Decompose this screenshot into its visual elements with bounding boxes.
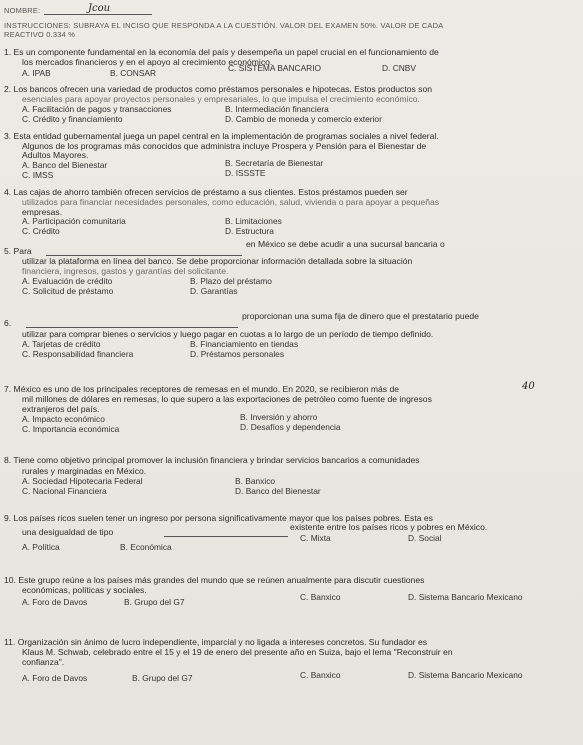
option[interactable]: A. IPAB xyxy=(22,68,51,78)
option[interactable]: B. Económica xyxy=(120,542,172,552)
question-text: 11. Organización sin ánimo de lucro independiente, imparcial y no ligada a intereses concretos. Su fundador es xyxy=(4,637,428,647)
option[interactable]: A. Foro de Davos xyxy=(22,597,88,607)
question-text: 3. Esta entidad gubernamental juega un papel central en la implementación de programas sociales a nivel federal. xyxy=(4,131,439,141)
option[interactable]: C. Nacional Financiera xyxy=(22,486,107,496)
option[interactable]: B. Grupo del G7 xyxy=(124,597,185,607)
option[interactable]: B. Intermediación financiera xyxy=(225,104,329,114)
question-text: 6. xyxy=(4,318,12,328)
question-text: Adultos Mayores. xyxy=(22,150,89,160)
question-text: económicas, políticas y sociales. xyxy=(22,585,147,595)
option[interactable]: D. Cambio de moneda y comercio exterior xyxy=(225,114,382,124)
question-text: financiera, ingresos, gastos y garantías del solicitante. xyxy=(22,266,229,276)
option[interactable]: A. Sociedad Hipotecaria Federal xyxy=(22,476,143,486)
option[interactable]: B. Banxico xyxy=(235,476,276,486)
question-text: utilizados para financiar necesidades personales, como educación, salud, vivienda o para apoyar a pequeñas xyxy=(22,197,440,207)
option[interactable]: D. Banco del Bienestar xyxy=(235,486,321,496)
option[interactable]: D. Sistema Bancario Mexicano xyxy=(408,592,523,602)
option[interactable]: C. Solicitud de préstamo xyxy=(22,286,114,296)
question-text: utilizar para comprar bienes o servicios y luego pagar en cuotas a lo largo de un período de tiempo definido. xyxy=(22,329,434,339)
option[interactable]: D. Estructura xyxy=(225,226,274,236)
question-text: 2. Los bancos ofrecen una variedad de productos como préstamos personales e hipotecas. Estos productos son xyxy=(4,84,433,94)
option[interactable]: C. Crédito xyxy=(22,226,60,236)
question-text: utilizar la plataforma en línea del banco. Se debe proporcionar información detallada sobre la situación xyxy=(22,256,413,266)
question-text: 4. Las cajas de ahorro también ofrecen servicios de préstamo a sus clientes. Estos préstamos pueden ser xyxy=(4,187,408,197)
question-text: Klaus M. Schwab, celebrado entre el 15 y el 19 de enero del presente año en Suiza, bajo el lema "Reconstruir en xyxy=(22,647,453,657)
question-text: 9. Los países ricos suelen tener un ingreso por persona significativamente mayor que los países pobres. Esta es xyxy=(4,513,433,523)
option[interactable]: D. CNBV xyxy=(382,63,416,73)
answer-blank xyxy=(164,536,288,537)
option[interactable]: A. Impacto económico xyxy=(22,414,105,424)
option[interactable]: A. Tarjetas de crédito xyxy=(22,339,101,349)
question-text: 7. México es uno de los principales receptores de remesas en el mundo. En 2020, se recibieron más de xyxy=(4,384,400,394)
handwritten-number: 40 xyxy=(522,381,535,392)
option[interactable]: C. Banxico xyxy=(300,592,341,602)
option[interactable]: B. Plazo del préstamo xyxy=(190,276,272,286)
question-text: los mercados financieros y en el apoyo al crecimiento económico. xyxy=(22,57,273,67)
option[interactable]: D. ISSSTE xyxy=(225,168,266,178)
option[interactable]: C. Responsabilidad financiera xyxy=(22,349,134,359)
option[interactable]: C. SISTEMA BANCARIO xyxy=(228,63,322,73)
option[interactable]: D. Desafíos y dependencia xyxy=(240,422,341,432)
answer-blank xyxy=(26,327,238,328)
question-text: 10. Este grupo reúne a los países más grandes del mundo que se reúnen anualmente para discutir cuestiones xyxy=(4,575,425,585)
option[interactable]: A. Participación comunitaria xyxy=(22,216,126,226)
question-text: mil millones de dólares en remesas, lo que supero a las exportaciones de petróleo como fuente de ingresos xyxy=(22,394,432,404)
option[interactable]: C. Crédito y financiamiento xyxy=(22,114,123,124)
option[interactable]: D. Préstamos personales xyxy=(190,349,285,359)
question-text: 8. Tiene como objetivo principal promover la inclusión financiera y brindar servicios bancarios a comunidades xyxy=(4,455,420,465)
question-text: Algunos de los programas más conocidos que administra incluye Prospera y Pensión para el Bienestar de xyxy=(22,141,427,151)
option[interactable]: C. Banxico xyxy=(300,670,341,680)
name-value: Jcou xyxy=(88,3,111,14)
option[interactable]: C. IMSS xyxy=(22,170,54,180)
option[interactable]: B. Limitaciones xyxy=(225,216,282,226)
option[interactable]: B. Financiamiento en tiendas xyxy=(190,339,299,349)
question-text: empresas. xyxy=(22,207,63,217)
option[interactable]: A. Política xyxy=(22,542,60,552)
question-text: existente entre los países ricos y pobres en México. xyxy=(290,522,488,532)
option[interactable]: D. Social xyxy=(408,533,442,543)
name-label: NOMBRE: xyxy=(4,6,41,15)
option[interactable]: A. Foro de Davos xyxy=(22,673,88,683)
option[interactable]: D. Sistema Bancario Mexicano xyxy=(408,670,523,680)
option[interactable]: D. Garantías xyxy=(190,286,238,296)
option[interactable]: B. Grupo del G7 xyxy=(132,673,193,683)
instructions-text: INSTRUCCIONES: SUBRAYA EL INCISO QUE RESPONDA A LA CUESTIÓN. VALOR DEL EXAMEN 50%. VALOR DE CADA xyxy=(4,21,444,30)
question-text: rurales y marginadas en México. xyxy=(22,466,147,476)
reactivo-text: REACTIVO 0.334 % xyxy=(4,30,76,39)
option[interactable]: C. Mixta xyxy=(300,533,331,543)
question-text: proporcionan una suma fija de dinero que el prestatario puede xyxy=(242,311,479,321)
option[interactable]: C. Importancia económica xyxy=(22,424,120,434)
question-text: una desigualdad de tipo xyxy=(22,527,114,537)
question-text: en México se debe acudir a una sucursal bancaria o xyxy=(246,239,445,249)
option[interactable]: A. Evaluación de crédito xyxy=(22,276,113,286)
question-text: esenciales para apoyar proyectos personales y empresariales, lo que impulsa el crecimiento económico. xyxy=(22,94,420,104)
name-line xyxy=(44,14,152,15)
option[interactable]: A. Facilitación de pagos y transacciones xyxy=(22,104,172,114)
option[interactable]: A. Banco del Bienestar xyxy=(22,160,108,170)
option[interactable]: B. Inversión y ahorro xyxy=(240,412,318,422)
question-text: 1. Es un componente fundamental en la economía del país y desempeña un papel crucial en el funcionamiento de xyxy=(4,47,439,57)
question-text: extranjeros del país. xyxy=(22,404,100,414)
question-text: 5. Para xyxy=(4,246,32,256)
question-text: confianza". xyxy=(22,657,65,667)
option[interactable]: B. CONSAR xyxy=(110,68,157,78)
option[interactable]: B. Secretaría de Bienestar xyxy=(225,158,324,168)
